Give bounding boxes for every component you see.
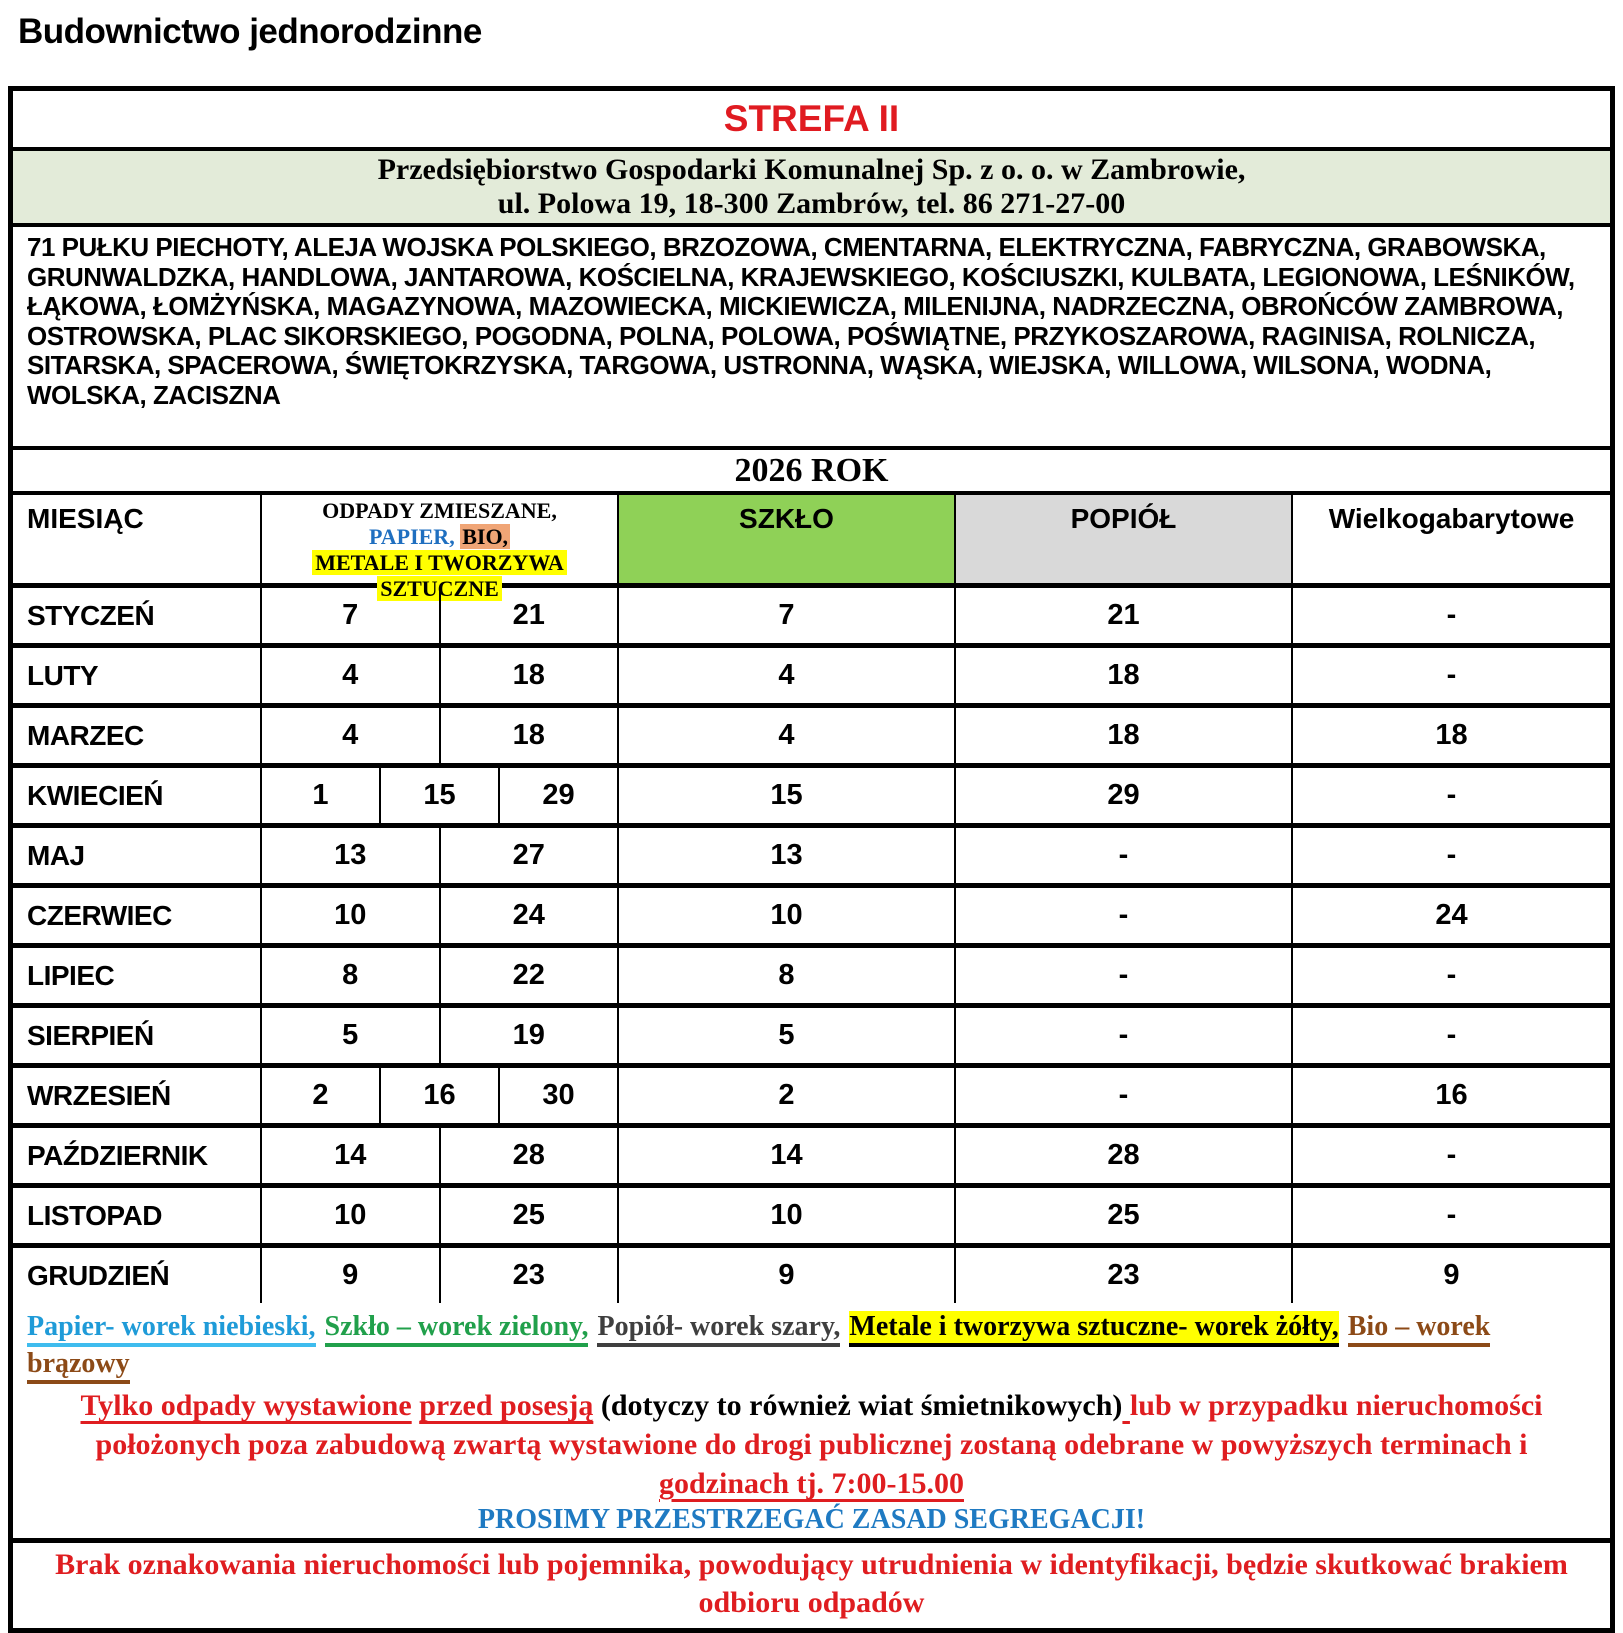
ash-date-cell: - [954, 828, 1291, 883]
month-cell: LIPIEC [27, 959, 115, 991]
bulky-date-cell: - [1291, 1188, 1610, 1243]
month-cell: MARZEC [27, 719, 144, 751]
date-value: 9 [342, 1259, 359, 1291]
paper-label: PAPIER, [368, 524, 455, 549]
calendar-table [13, 495, 1610, 1303]
segregation-note: PROSIMY PRZESTRZEGAĆ ZASAD SEGREGACJI! [477, 1504, 1146, 1535]
mixed-dates-cell [260, 648, 617, 703]
ash-date-cell: - [954, 888, 1291, 943]
bulky-date-cell: 9 [1291, 1248, 1610, 1303]
table-row [13, 583, 1610, 643]
company-banner [13, 151, 1610, 227]
date-value: 22 [439, 948, 618, 1003]
table-row [13, 1063, 1610, 1123]
year-header: 2026 ROK [13, 450, 1610, 495]
table-row [13, 823, 1610, 883]
mixed-dates-cell [260, 1188, 617, 1243]
month-cell: LISTOPAD [27, 1199, 162, 1231]
mixed-dates-cell [260, 708, 617, 763]
table-row [13, 643, 1610, 703]
mixed-dates-cell [260, 1128, 617, 1183]
legend-metals-plastics: Metale i tworzywa sztuczne- worek żółty, [849, 1311, 1338, 1347]
mixed-dates-cell [260, 888, 617, 943]
schedule-sheet [0, 12, 1623, 1619]
notice-underlined-3: godzinach tj. 7:00-15.00 [659, 1467, 964, 1500]
ash-date-cell: 25 [954, 1188, 1291, 1243]
date-value: 1 [312, 779, 329, 811]
mixed-waste-column-header [260, 495, 617, 601]
notice-underlined-space [1122, 1389, 1130, 1422]
month-cell: LUTY [27, 659, 99, 691]
notice-underlined-2: przed posesją [419, 1389, 594, 1422]
ash-date-cell: 21 [954, 588, 1291, 643]
month-cell: KWIECIEŃ [27, 779, 163, 811]
company-address: ul. Polowa 19, 18-300 Zambrów, tel. 86 271-27-00 [497, 187, 1126, 220]
pickup-notice [13, 1385, 1610, 1503]
table-row [13, 763, 1610, 823]
bulky-date-cell: - [1291, 948, 1610, 1003]
date-value: 24 [439, 888, 618, 943]
company-name: Przedsiębiorstwo Gospodarki Komunalnej Sp. z o. o. w Zambrowie, [377, 153, 1246, 186]
bulky-date-cell: - [1291, 648, 1610, 703]
table-row [13, 1003, 1610, 1063]
date-value: 19 [439, 1008, 618, 1063]
mixed-dates-cell [260, 1008, 617, 1063]
date-value: 28 [439, 1128, 618, 1183]
date-value: 29 [498, 768, 617, 823]
legend-ash: Popiół- worek szary, [597, 1311, 840, 1347]
bulky-column-header: Wielkogabarytowe [1291, 495, 1610, 583]
bulky-date-cell: - [1291, 768, 1610, 823]
date-value: 30 [498, 1068, 617, 1123]
glass-date-cell: 5 [617, 1008, 954, 1063]
mixed-dates-cell [260, 1248, 617, 1303]
glass-date-cell: 8 [617, 948, 954, 1003]
legend-bio: Bio – worek brązowy [27, 1311, 1490, 1384]
bulky-date-cell: - [1291, 828, 1610, 883]
date-value: 4 [342, 659, 359, 691]
month-cell: SIERPIEŃ [27, 1019, 154, 1051]
date-value: 27 [439, 828, 618, 883]
date-value: 14 [334, 1139, 367, 1171]
mixed-dates-cell [260, 768, 617, 823]
bag-color-legend [13, 1303, 1610, 1385]
date-value: 18 [439, 708, 618, 763]
date-value: 7 [342, 599, 359, 631]
marking-warning: Brak oznakowania nieruchomości lub pojemnika, powodujący utrudnienia w identyfikacji, będzie skutkować brakiem odbioru odpadów [13, 1538, 1610, 1628]
glass-date-cell: 4 [617, 708, 954, 763]
glass-date-cell: 13 [617, 828, 954, 883]
bulky-date-cell: - [1291, 588, 1610, 643]
table-row [13, 943, 1610, 1003]
date-value: 23 [439, 1248, 618, 1303]
date-value: 18 [439, 648, 618, 703]
date-value: 4 [342, 719, 359, 751]
month-cell: MAJ [27, 839, 85, 871]
streets-list: 71 PUŁKU PIECHOTY, ALEJA WOJSKA POLSKIEGO, BRZOZOWA, CMENTARNA, ELEKTRYCZNA, FABRYCZNA, GRABOWSKA, GRUNWALDZKA, HANDLOWA, JANTAROWA, KOŚCIELNA, KRAJEWSKIEGO, KOŚCIUSZKI, KULBATA, LEGIONOWA, LEŚNIKÓW, ŁĄKOWA, ŁOMŻYŃSKA, MAGAZYNOWA, MAZOWIECKA, MICKIEWICZA, MILENIJNA, NADRZECZNA, OBROŃCÓW ZAMBROWA, OSTROWSKA, PLAC SIKORSKIEGO, POGODNA, POLNA, POLOWA, POŚWIĄTNE, PRZYKOSZAROWA, RAGINISA, ROLNICZA, SITARSKA, SPACEROWA, ŚWIĘTOKRZYSKA, TARGOWA, USTRONNA, WĄSKA, WIEJSKA, WILLOWA, WILSONA, WODNA, WOLSKA, ZACISZNA [13, 227, 1610, 450]
month-cell: WRZESIEŃ [27, 1079, 171, 1111]
glass-date-cell: 7 [617, 588, 954, 643]
glass-date-cell: 2 [617, 1068, 954, 1123]
metals-plastics-label-line1: METALE I TWORZYWA [312, 550, 567, 575]
month-column-header: MIESIĄC [27, 503, 144, 534]
table-row [13, 1243, 1610, 1303]
table-row [13, 1183, 1610, 1243]
table-header-row [13, 495, 1610, 601]
mixed-dates-cell [260, 588, 617, 643]
ash-date-cell: - [954, 1008, 1291, 1063]
notice-black-part: (dotyczy to również wiat śmietnikowych) [600, 1389, 1123, 1422]
date-value: 16 [379, 1068, 498, 1123]
glass-date-cell: 4 [617, 648, 954, 703]
table-row [13, 883, 1610, 943]
glass-date-cell: 15 [617, 768, 954, 823]
glass-column-header: SZKŁO [617, 495, 954, 583]
glass-date-cell: 14 [617, 1128, 954, 1183]
mixed-dates-cell [260, 948, 617, 1003]
month-cell: CZERWIEC [27, 899, 172, 931]
month-cell: PAŹDZIERNIK [27, 1139, 208, 1171]
bulky-date-cell: 18 [1291, 708, 1610, 763]
mixed-dates-cell [260, 1068, 617, 1123]
month-cell: GRUDZIEŃ [27, 1259, 170, 1291]
date-value: 2 [312, 1079, 329, 1111]
metals-plastics-label-line2: SZTUCZNE [377, 576, 502, 601]
ash-date-cell: - [954, 1068, 1291, 1123]
glass-date-cell: 9 [617, 1248, 954, 1303]
ash-date-cell: 18 [954, 708, 1291, 763]
bulky-date-cell: 16 [1291, 1068, 1610, 1123]
month-cell: STYCZEŃ [27, 599, 155, 631]
notice-underlined-1: Tylko odpady wystawione [80, 1389, 412, 1422]
date-value: 21 [439, 588, 618, 643]
date-value: 10 [334, 1199, 367, 1231]
table-row [13, 703, 1610, 763]
bulky-date-cell: - [1291, 1128, 1610, 1183]
zone-header: STREFA II [13, 91, 1610, 151]
date-value: 13 [334, 839, 367, 871]
schedule-frame [8, 86, 1615, 1633]
ash-date-cell: 29 [954, 768, 1291, 823]
table-row [13, 1123, 1610, 1183]
mixed-dates-cell [260, 828, 617, 883]
page-title: Budownictwo jednorodzinne [18, 12, 482, 51]
date-value: 15 [379, 768, 498, 823]
bio-label: BIO, [462, 524, 509, 549]
date-value: 25 [439, 1188, 618, 1243]
bulky-date-cell: 24 [1291, 888, 1610, 943]
date-value: 8 [342, 959, 359, 991]
ash-date-cell: 23 [954, 1248, 1291, 1303]
date-value: 10 [334, 899, 367, 931]
mixed-header-line1: ODPADY ZMIESZANE, [322, 498, 557, 523]
ash-date-cell: - [954, 948, 1291, 1003]
glass-date-cell: 10 [617, 888, 954, 943]
ash-date-cell: 28 [954, 1128, 1291, 1183]
notice-red-part: lub w przypadku nieruchomości położonych poza zabudową zwartą wystawione do drogi publicznej zostaną odebrane w powyższych terminach i [95, 1389, 1543, 1461]
legend-glass: Szkło – worek zielony, [325, 1311, 589, 1347]
ash-column-header: POPIÓŁ [954, 495, 1291, 583]
bulky-date-cell: - [1291, 1008, 1610, 1063]
glass-date-cell: 10 [617, 1188, 954, 1243]
date-value: 5 [342, 1019, 359, 1051]
ash-date-cell: 18 [954, 648, 1291, 703]
legend-paper: Papier- worek niebieski, [27, 1311, 316, 1347]
